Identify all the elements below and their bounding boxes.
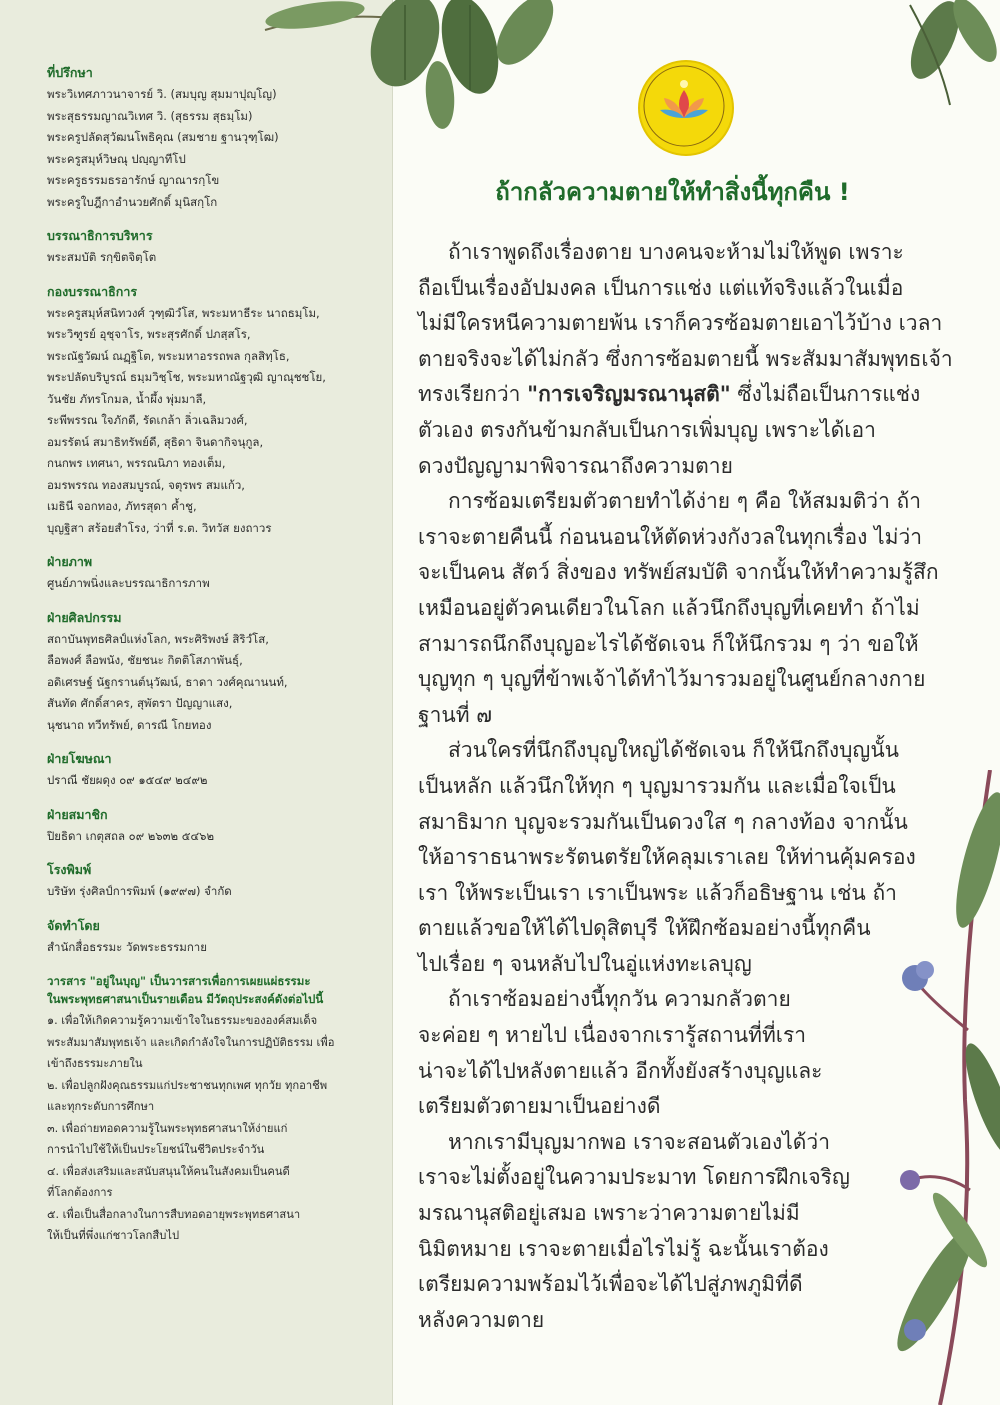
article-line: เราจะไม่ตั้งอยู่ในความประมาท โดยการฝึกเจริญ [418, 1165, 850, 1190]
magazine-purpose-line: ๒. เพื่อปลูกฝังคุณธรรมแก่ประชาชนทุกเพศ ทุกวัย ทุกอาชีพ [47, 1078, 328, 1092]
credit-line: ปิยธิดา เกตุสถล ๐๙ ๒๖๓๒ ๕๔๖๒ [47, 828, 215, 843]
credit-line: ระพีพรรณ ใจภักดี, รัดเกล้า ลิ่วเฉลิมวงศ์, [47, 413, 248, 427]
credit-section [47, 553, 382, 595]
credit-heading: กองบรรณาธิการ [47, 283, 138, 299]
credit-line: อมรรัตน์ สมาธิทรัพย์ดี, สุธิดา จินดากิจนุกูล, [47, 434, 264, 449]
article-line: มรณานุสติอยู่เสมอ เพราะว่าความตายไม่มี [418, 1201, 800, 1226]
article-line: ฐานที่ ๗ [418, 702, 493, 727]
credit-line: อมรพรรณ ทองสมบูรณ์, จตุรพร สมแก้ว, [47, 477, 245, 492]
article-line: น่าจะได้ไปหลังตายแล้ว อีกทั้งยังสร้างบุญและ [418, 1058, 823, 1083]
credit-section [47, 283, 382, 540]
credit-line: พระสุธรรมญาณวิเทศ วิ. (สุธรรม สุธมฺโม) [47, 108, 253, 123]
credit-heading: โรงพิมพ์ [47, 862, 92, 877]
article-line: สมาธิมาก บุญจะรวมกันเป็นดวงใส ๆ กลางท้อง จากนั้น [418, 809, 908, 834]
article-line: ถือเป็นเรื่องอัปมงคล เป็นการแช่ง แต่แท้จริงแล้วในเมื่อ [418, 275, 904, 300]
credit-line: พระสมบัติ รกฺขิตจิตฺโต [47, 250, 157, 264]
article-body [418, 235, 953, 1338]
article-line: ตายแล้วขอให้ได้ไปดุสิตบุรี ให้ฝึกซ้อมอย่างนี้ทุกคืน [418, 916, 871, 941]
article-line: เตรียมตัวตายมาเป็นอย่างดี [418, 1094, 661, 1119]
credit-line: พระวิเทศภาวนาจารย์ วิ. (สมบุญ สุมมาปุญฺโญ) [47, 87, 277, 101]
credit-line: พระวิฑูรย์ อุชุจาโร, พระสุรศักดิ์ ปภสฺสโร, [47, 327, 251, 341]
magazine-purpose-heading-1: วารสาร "อยู่ในบุญ" เป็นวารสารเพื่อการเผยแผ่ธรรมะ [47, 974, 311, 988]
credit-section [47, 806, 382, 848]
magazine-purpose-line: ให้เป็นที่พึ่งแก่ชาวโลกสืบไป [47, 1229, 180, 1242]
credit-section [47, 917, 382, 959]
credits-list [47, 64, 382, 1247]
article-line: ไปเรื่อย ๆ จนหลับไปในอู่แห่งทะเลบุญ [418, 951, 752, 976]
credit-line: นุชนาถ ทวีทรัพย์, ดารณี โกยทอง [47, 717, 212, 732]
credit-line: ปราณี ชัยผดุง ๐๙ ๑๕๔๙ ๒๔๙๒ [47, 773, 208, 787]
credit-line: ศูนย์ภาพนิ่งและบรรณาธิการภาพ [47, 576, 210, 590]
credit-heading: บรรณาธิการบริหาร [47, 228, 153, 243]
article-line: ส่วนใครที่นึกถึงบุญใหญ่ได้ชัดเจน ก็ให้นึกถึงบุญนั้น [448, 738, 900, 763]
leaf-illustration-top-right [880, 0, 1000, 110]
credit-line: บริษัท รุ่งศิลป์การพิมพ์ (๑๙๙๗) จำกัด [47, 884, 232, 898]
credit-line: กนกพร เทศนา, พรรณนิภา ทองเต็ม, [47, 456, 226, 470]
article-line: ถ้าเราซ้อมอย่างนี้ทุกวัน ความกลัวตาย [448, 987, 791, 1012]
magazine-purpose-line: ๔. เพื่อส่งเสริมและสนับสนุนให้คนในสังคมเป็นคนดี [47, 1164, 290, 1178]
credit-line: พระปลัดบริบูรณ์ ธมฺมวิชฺโช, พระมหาณัฐวุฒิ ญาณุชชโย, [47, 370, 326, 384]
article-line: สามารถนึกถึงบุญอะไรได้ชัดเจน ก็ให้นึกรวม ๆ ว่า ขอให้ [418, 631, 919, 656]
credit-line: ลือพงศ์ ลือพนัง, ชัยชนะ กิตติโสภาพันธุ์, [47, 653, 243, 667]
credit-heading: ฝ่ายโฆษณา [47, 751, 112, 766]
credit-heading: ที่ปรึกษา [47, 65, 93, 80]
credit-heading: ฝ่ายศิลปกรรม [47, 609, 122, 625]
article-line: การซ้อมเตรียมตัวตายทำได้ง่าย ๆ คือ ให้สมมติว่า ถ้า [448, 489, 922, 514]
credit-line: บุญฐิสา สร้อยสำโรง, ว่าที่ ร.ต. วิทวัส ยงถาวร [47, 520, 272, 535]
credit-heading: ฝ่ายสมาชิก [47, 806, 108, 822]
magazine-purpose-line: ๕. เพื่อเป็นสื่อกลางในการสืบทอดอายุพระพุทธศาสนา [47, 1207, 301, 1221]
credit-line: พระครูสมุห์วิษณุ ปญฺญาทีโป [47, 151, 186, 166]
credit-line: สถาบันพุทธศิลป์แห่งโลก, พระศิริพงษ์ สิริวํโส, [47, 631, 269, 646]
article-line-text: ทรงเรียกว่า [418, 382, 528, 407]
magazine-purpose-line: และทุกระดับการศึกษา [47, 1100, 155, 1113]
article-line: จะค่อย ๆ หายไป เนื่องจากเรารู้สถานที่ที่เรา [418, 1023, 807, 1048]
article-line: นิมิตหมาย เราจะตายเมื่อไรไม่รู้ ฉะนั้นเราต้อง [418, 1236, 829, 1261]
article-line: ดวงปัญญามาพิจารณาถึงความตาย [418, 453, 733, 478]
magazine-purpose-line: เข้าถึงธรรมะภายใน [47, 1057, 143, 1070]
article-line: หลังความตาย [418, 1307, 545, 1332]
credit-heading: ฝ่ายภาพ [47, 554, 93, 569]
credit-section [47, 227, 382, 269]
article-line: ถ้าเราพูดถึงเรื่องตาย บางคนจะห้ามไม่ให้พูด เพราะ [448, 240, 904, 264]
article-line [418, 377, 928, 413]
magazine-purpose-line: ที่โลกต้องการ [47, 1186, 113, 1199]
article-line: บุญทุก ๆ บุญที่ข้าพเจ้าได้ทำไว้มารวมอยู่ในศูนย์กลางกาย [418, 667, 926, 692]
credit-line: สันทัด ศักดิ์สาคร, สุพัตรา ปัญญาแสง, [47, 696, 233, 710]
article-line: เรา ให้พระเป็นเรา เราเป็นพระ แล้วก็อธิษฐาน เช่น ถ้า [418, 880, 897, 905]
article-line: ตายจริงจะได้ไม่กลัว ซึ่งการซ้อมตายนี้ พระสัมมาสัมพุทธเจ้า [418, 346, 953, 371]
article-line: ไม่มีใครหนีความตายพ้น เราก็ควรซ้อมตายเอาไว้บ้าง เวลา [418, 311, 943, 336]
magazine-purpose-heading-2: ในพระพุทธศาสนาเป็นรายเดือน มีวัตถุประสงค์ดังต่อไปนี้ [47, 992, 324, 1006]
article-term-bold: "การเจริญมรณานุสติ" [527, 382, 731, 407]
credit-line: เมธินี จอกทอง, ภัทรสุดา ค้ำชู, [47, 499, 197, 513]
article-line: ให้อาราธนาพระรัตนตรัยให้คลุมเราเลย ให้ท่านคุ้มครอง [418, 845, 916, 870]
credit-section [47, 609, 382, 737]
credit-line: วันชัย ภัทรโกมล, น้ำผึ้ง พุ่มมาลี, [47, 391, 207, 406]
lotus-logo-icon [638, 60, 734, 156]
credit-line: พระณัฐวัฒน์ ณฏฺฐิโต, พระมหาอรรถพล กุลสิทฺโธ, [47, 348, 290, 363]
article-line: จะเป็นคน สัตว์ สิ่งของ ทรัพย์สมบัติ จากนั้นให้ทำความรู้สึก [418, 560, 939, 585]
article-line: ตัวเอง ตรงกันข้ามกลับเป็นการเพิ่มบุญ เพราะได้เอา [418, 417, 876, 442]
article-line: เราจะตายคืนนี้ ก่อนนอนให้ตัดห่วงกังวลในทุกเรื่อง ไม่ว่า [418, 524, 923, 549]
article-line: หากเรามีบุญมากพอ เราจะสอนตัวเองได้ว่า [448, 1129, 831, 1154]
magazine-purpose-line: ๑. เพื่อให้เกิดความรู้ความเข้าใจในธรรมะขององค์สมเด็จ [47, 1014, 318, 1027]
article-line: เป็นหลัก แล้วนึกให้ทุก ๆ บุญมารวมกัน และเมื่อใจเป็น [418, 773, 896, 798]
credit-line: อดิเศรษฐ์ นัฐกรานต์นุวัฒน์, ธาดา วงศ์คุณานนท์, [47, 674, 288, 689]
magazine-purpose-line: ๓. เพื่อถ่ายทอดความรู้ในพระพุทธศาสนาให้ง่ายแก่ [47, 1121, 288, 1135]
credit-section [47, 750, 382, 792]
credit-line: พระครูสมุห์สนิทวงศ์ วุฑฺฒิวํโส, พระมหาธีระ นาถธมฺโม, [47, 305, 320, 320]
credit-section [47, 861, 382, 903]
article-line: เตรียมความพร้อมไว้เพื่อจะได้ไปสู่ภพภูมิที่ดี [418, 1272, 803, 1297]
credit-section [47, 64, 382, 213]
credit-line: พระครูธรรมธรอารักษ์ ญาณารกฺโข [47, 173, 220, 187]
article-line-text: ซึ่งไม่ถือเป็นการแช่ง [730, 382, 921, 407]
credit-heading: จัดทำโดย [47, 917, 100, 933]
article-title: ถ้ากลัวความตายให้ทำสิ่งนี้ทุกคืน ! [495, 178, 850, 206]
magazine-purpose-line: การนำไปใช้ให้เป็นประโยชน์ในชีวิตประจำวัน [47, 1143, 265, 1156]
magazine-purpose-line: พระสัมมาสัมพุทธเจ้า และเกิดกำลังใจในการปฏิบัติธรรม เพื่อ [47, 1035, 335, 1049]
magazine-purpose [47, 972, 382, 1247]
credit-line: พระครูปลัดสุวัฒนโพธิคุณ (สมชาย ฐานวุฑฺโฒ) [47, 130, 279, 144]
credit-line: พระครูใบฎีกาอำนวยศักดิ์ มุนิสกฺโก [47, 194, 218, 209]
article-line: เหมือนอยู่ตัวคนเดียวในโลก แล้วนึกถึงบุญที่เคยทำ ถ้าไม่ [418, 595, 920, 620]
credit-line: สำนักสื่อธรรมะ วัดพระธรรมกาย [47, 939, 207, 954]
